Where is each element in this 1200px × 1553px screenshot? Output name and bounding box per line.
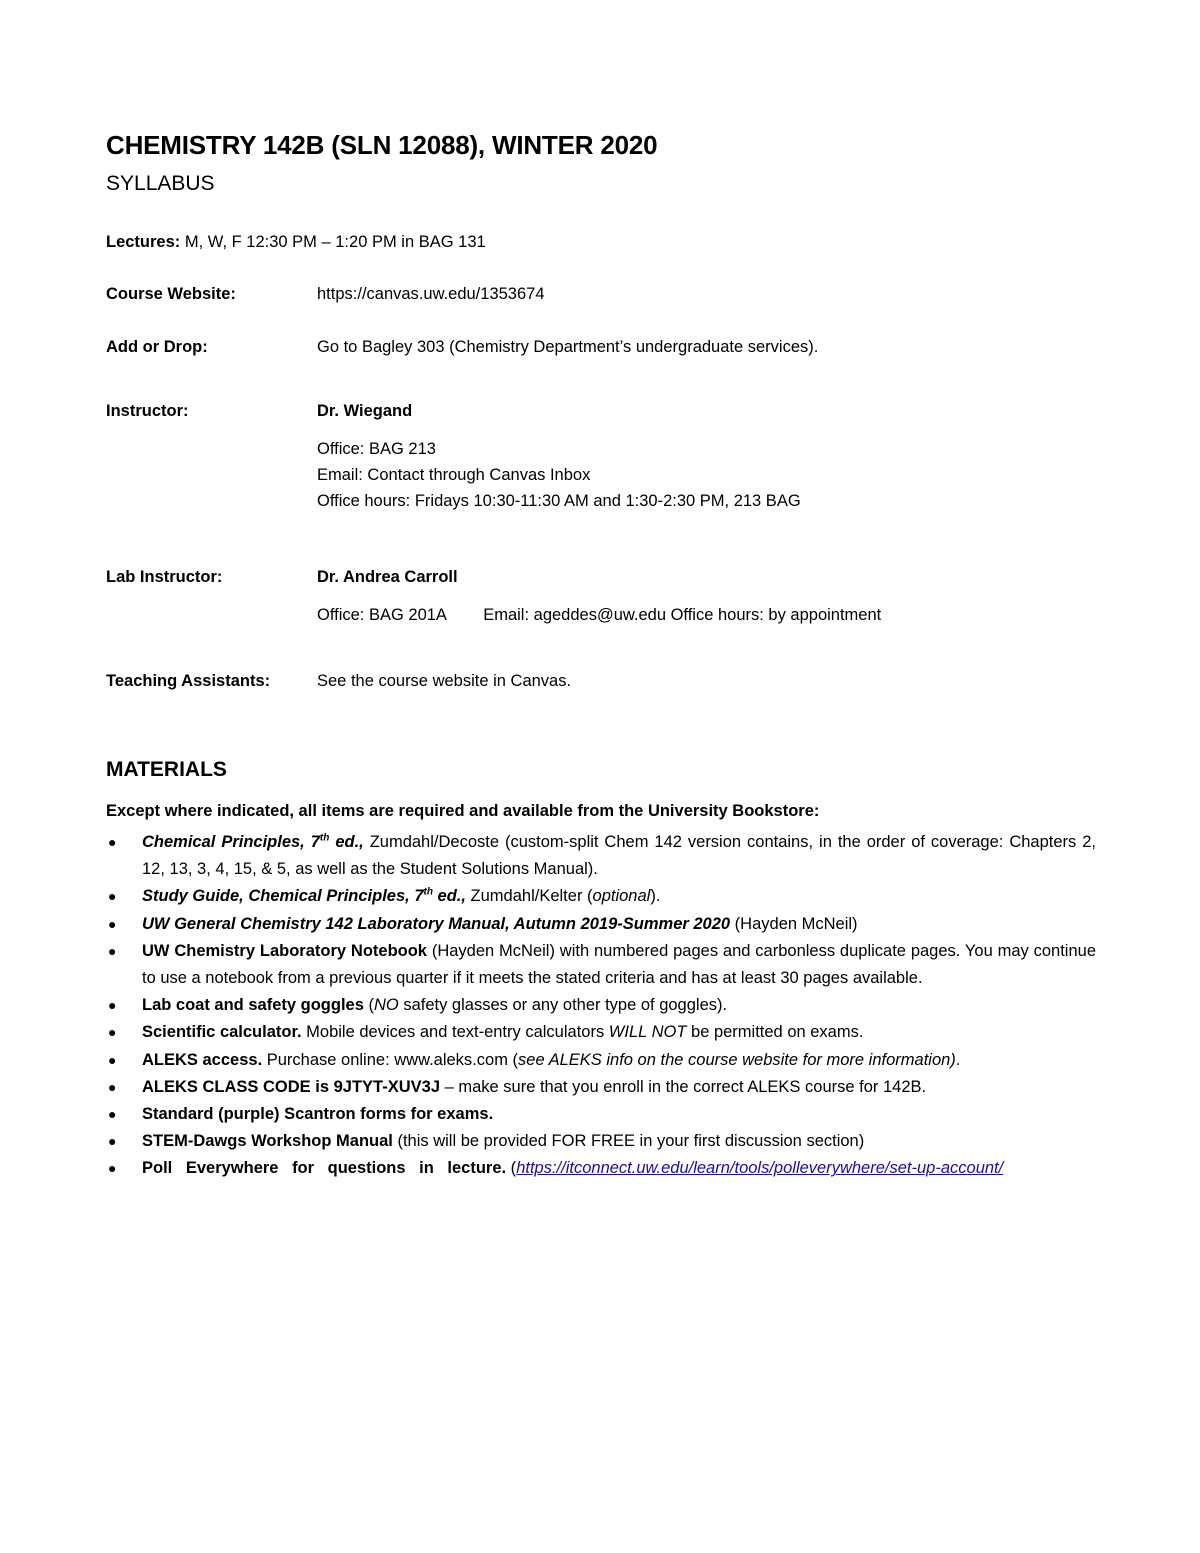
bullet-icon: ●: [108, 1051, 117, 1068]
lab-instructor-hours: Office hours: by appointment: [670, 606, 882, 624]
add-drop-row: [106, 338, 819, 357]
list-item: ● Poll Everywhere for questions in lecture. (https://itconnect.uw.edu/learn/tools/polleverywhere/set-up-account/: [106, 1155, 1096, 1182]
lab-instructor-row: [106, 568, 458, 587]
materials-intro: Except where indicated, all items are required and available from the University Bookstore:: [106, 802, 820, 820]
website-label: Course Website:: [106, 285, 236, 303]
list-item: ● ALEKS CLASS CODE is 9JTYT-XUV3J – make sure that you enroll in the correct ALEKS course for 142B.: [106, 1074, 1096, 1101]
lab-instructor-name: Dr. Andrea Carroll: [317, 568, 458, 586]
bullet-icon: ●: [108, 834, 117, 850]
lectures-value: M, W, F 12:30 PM – 1:20 PM in BAG 131: [184, 233, 486, 251]
lectures-label: Lectures:: [106, 233, 181, 251]
instructor-office: Office: BAG 213: [317, 440, 436, 458]
list-item: ● UW General Chemistry 142 Laboratory Manual, Autumn 2019-Summer 2020 (Hayden McNeil): [106, 911, 1096, 938]
list-item: ● Chemical Principles, 7th ed., Zumdahl/Decoste (custom-split Chem 142 version contains, in the order of coverage: Chapters 2, 12, 13, 3, 4, 15, & 5, as well as the Student Solutions Manual).: [106, 829, 1096, 883]
list-item: ● Lab coat and safety goggles (NO safety glasses or any other type of goggles).: [106, 992, 1096, 1019]
lab-instructor-label: Lab Instructor:: [106, 568, 223, 586]
bullet-icon: ●: [108, 1160, 117, 1177]
materials-list: [106, 829, 1096, 1183]
list-item: ● Scientific calculator. Mobile devices and text-entry calculators WILL NOT be permitted on exams.: [106, 1019, 1096, 1046]
list-item: ● STEM-Dawgs Workshop Manual (this will be provided FOR FREE in your first discussion section): [106, 1128, 1096, 1155]
list-item: ● UW Chemistry Laboratory Notebook (Hayden McNeil) with numbered pages and carbonless duplicate pages. You may continue to use a notebook from a previous quarter if it meets the stated criteria and has at least 30 pages available.: [106, 938, 1096, 992]
tas-row: [106, 672, 572, 691]
bullet-icon: ●: [108, 888, 117, 905]
website-value[interactable]: https://canvas.uw.edu/1353674: [317, 285, 545, 303]
list-item: ● ALEKS access. Purchase online: www.aleks.com (see ALEKS info on the course website for more information).: [106, 1047, 1096, 1074]
lectures-row: [106, 233, 486, 252]
bullet-icon: ●: [108, 1133, 117, 1150]
instructor-label: Instructor:: [106, 402, 189, 420]
lab-instructor-email[interactable]: Email: ageddes@uw.edu: [483, 606, 666, 624]
tas-value: See the course website in Canvas.: [317, 672, 572, 690]
bullet-icon: ●: [108, 997, 117, 1014]
website-row: [106, 285, 545, 304]
list-item: ● Study Guide, Chemical Principles, 7th ed., Zumdahl/Kelter (optional).: [106, 883, 1096, 910]
add-drop-value: Go to Bagley 303 (Chemistry Department’s undergraduate services).: [317, 338, 819, 356]
tas-label: Teaching Assistants:: [106, 672, 271, 690]
bullet-icon: ●: [108, 1106, 117, 1123]
instructor-row: [106, 402, 413, 421]
poll-everywhere-link[interactable]: https://itconnect.uw.edu/learn/tools/polleverywhere/set-up-account/: [516, 1159, 1004, 1178]
instructor-name: Dr. Wiegand: [317, 402, 413, 420]
bullet-icon: ●: [108, 942, 117, 959]
bullet-icon: ●: [108, 915, 117, 932]
list-item: ● Standard (purple) Scantron forms for exams.: [106, 1101, 1096, 1128]
instructor-email: Email: Contact through Canvas Inbox: [317, 466, 591, 484]
instructor-hours: Office hours: Fridays 10:30-11:30 AM and 1:30-2:30 PM, 213 BAG: [317, 492, 801, 510]
lab-instructor-details: [317, 606, 881, 625]
add-drop-label: Add or Drop:: [106, 338, 208, 356]
materials-heading: MATERIALS: [106, 758, 227, 781]
bullet-icon: ●: [108, 1078, 117, 1095]
page-subtitle: SYLLABUS: [106, 172, 215, 195]
lab-instructor-office: Office: BAG 201A: [317, 606, 447, 624]
bullet-icon: ●: [108, 1024, 117, 1041]
page-title: CHEMISTRY 142B (SLN 12088), WINTER 2020: [106, 130, 658, 160]
